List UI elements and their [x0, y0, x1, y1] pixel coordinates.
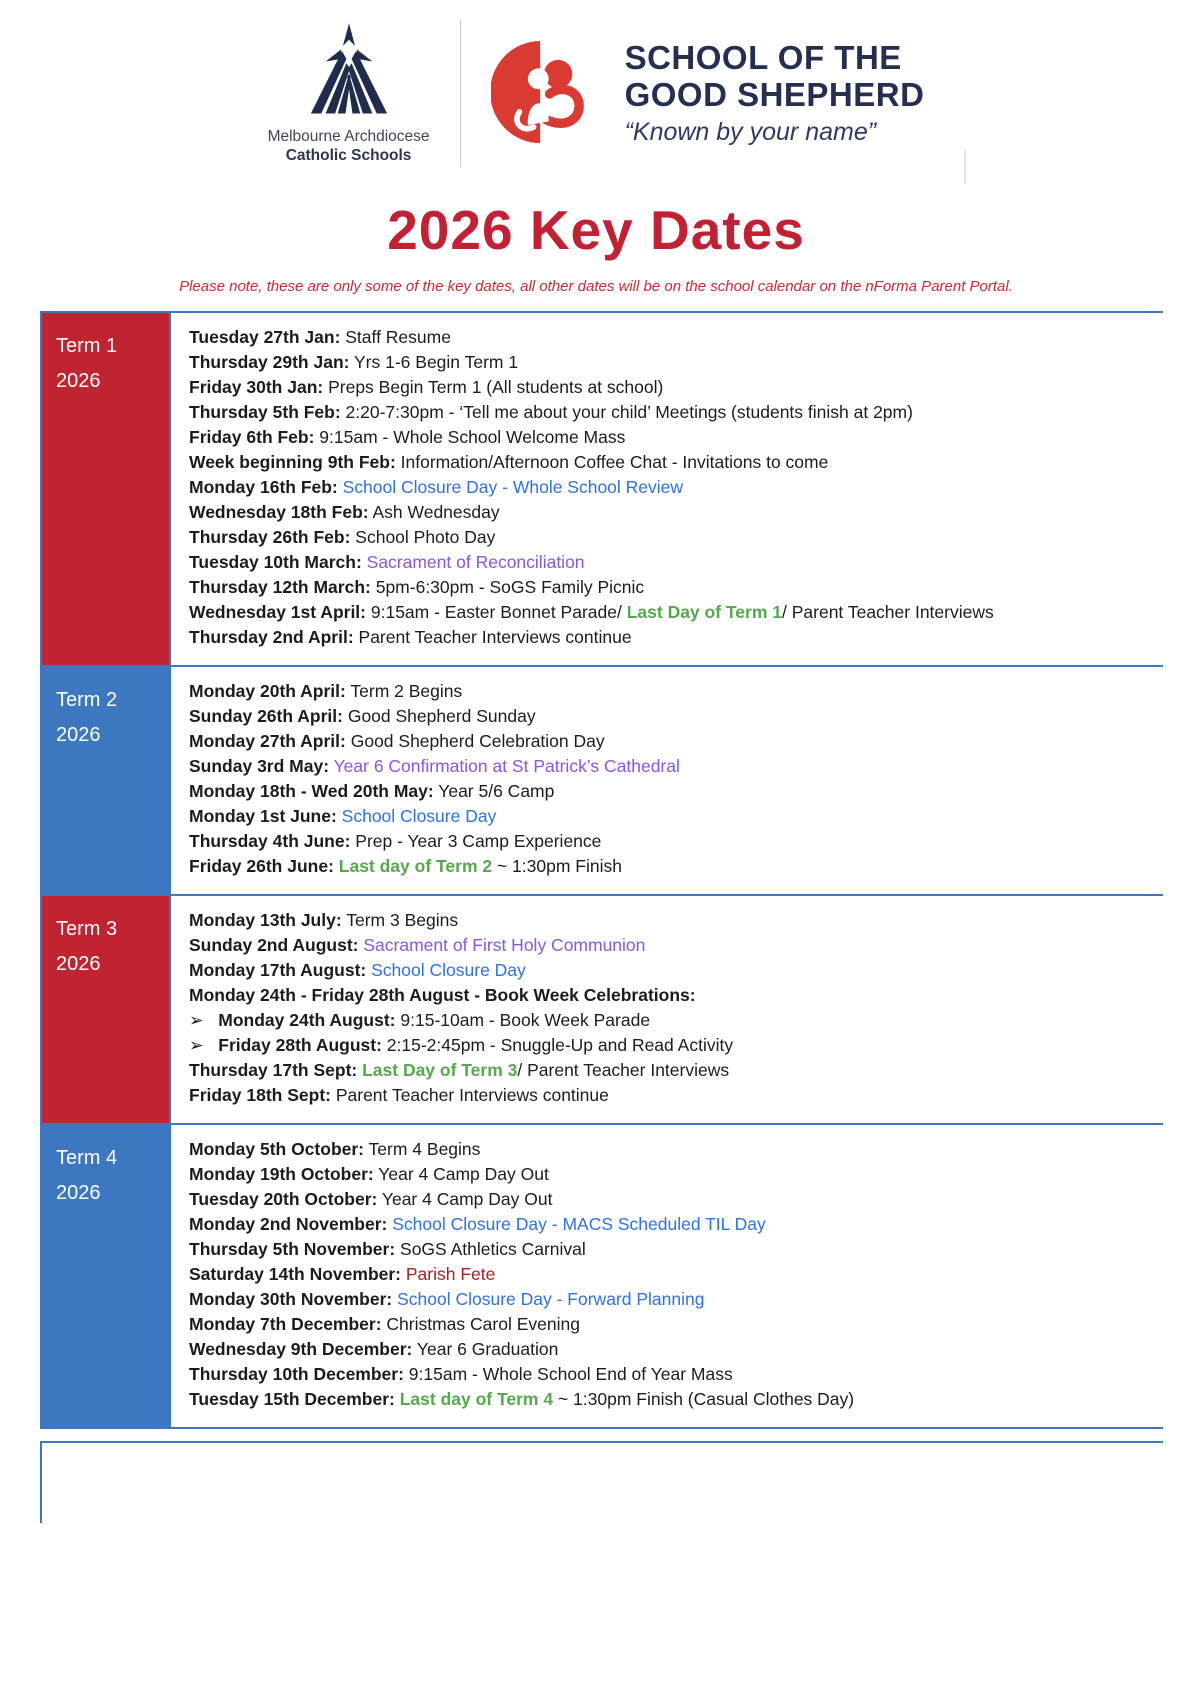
event-line: Monday 30th November: School Closure Day - Forward Planning	[189, 1289, 705, 1309]
event-line: Tuesday 27th Jan: Staff Resume	[189, 327, 451, 347]
event-line: Thursday 5th November: SoGS Athletics Carnival	[189, 1239, 586, 1259]
event-line: Sunday 3rd May: Year 6 Confirmation at St Patrick’s Cathedral	[189, 756, 680, 776]
event-line: Monday 1st June: School Closure Day	[189, 806, 497, 826]
event-line: Wednesday 9th December: Year 6 Graduation	[189, 1339, 559, 1359]
term-label: Term 3	[56, 918, 118, 940]
event-line: Thursday 29th Jan: Yrs 1-6 Begin Term 1	[189, 352, 519, 372]
term-events-cell	[169, 1125, 1163, 1427]
term-row	[42, 1123, 1163, 1427]
term-events-cell	[169, 667, 1163, 894]
event-line: Friday 18th Sept: Parent Teacher Interviews continue	[189, 1085, 609, 1105]
event-line: Week beginning 9th Feb: Information/Afternoon Coffee Chat - Invitations to come	[189, 452, 829, 472]
event-line: Friday 26th June: Last day of Term 2 ~ 1:30pm Finish	[189, 856, 622, 876]
term-year: 2026	[56, 1182, 101, 1204]
event-line: Sunday 2nd August: Sacrament of First Holy Communion	[189, 935, 646, 955]
event-line: Sunday 26th April: Good Shepherd Sunday	[189, 706, 536, 726]
event-line: Monday 27th April: Good Shepherd Celebration Day	[189, 731, 605, 751]
event-line: Monday 5th October: Term 4 Begins	[189, 1139, 481, 1159]
term-header-cell	[42, 896, 169, 1123]
event-line: Tuesday 10th March: Sacrament of Reconciliation	[189, 552, 585, 572]
page-title: 2026 Key Dates	[387, 199, 805, 261]
event-line: Thursday 10th December: 9:15am - Whole School End of Year Mass	[189, 1364, 733, 1384]
event-line: Monday 17th August: School Closure Day	[189, 960, 526, 980]
stray-line-artifact	[964, 150, 966, 184]
event-line: Thursday 5th Feb: 2:20-7:30pm - ‘Tell me about your child’ Meetings (students finish at 2pm)	[189, 402, 913, 422]
logo-divider	[460, 19, 461, 167]
school-name-line2: GOOD SHEPHERD	[624, 76, 925, 113]
good-shepherd-icon	[491, 33, 595, 153]
school-tagline: “Known by your name”	[624, 117, 877, 146]
event-line: Thursday 4th June: Prep - Year 3 Camp Experience	[189, 831, 602, 851]
note-text: Please note, these are only some of the key dates, all other dates will be on the school calendar on the nForma Parent Portal.	[179, 278, 1013, 295]
term-label: Term 4	[56, 1147, 118, 1169]
term-header-cell	[42, 1125, 169, 1427]
next-row-stub	[40, 1441, 1163, 1523]
event-line: Wednesday 18th Feb: Ash Wednesday	[189, 502, 500, 522]
term-year: 2026	[56, 724, 101, 746]
macs-logo	[268, 21, 430, 166]
event-line: ➢ Friday 28th August: 2:15-2:45pm - Snuggle-Up and Read Activity	[189, 1035, 734, 1055]
event-line: ➢ Monday 24th August: 9:15-10am - Book Week Parade	[189, 1010, 651, 1030]
term-row	[42, 665, 1163, 894]
macs-spire-icon	[297, 21, 401, 121]
term-header-cell	[42, 313, 169, 665]
event-line: Thursday 2nd April: Parent Teacher Interviews continue	[189, 627, 632, 647]
event-line: Tuesday 20th October: Year 4 Camp Day Out	[189, 1189, 553, 1209]
school-name-line1: SCHOOL OF THE	[624, 39, 902, 77]
term-header-cell	[42, 667, 169, 894]
key-dates-table	[40, 311, 1163, 1429]
header	[0, 0, 1192, 172]
event-line: Saturday 14th November: Parish Fete	[189, 1264, 496, 1284]
event-line: Friday 6th Feb: 9:15am - Whole School Welcome Mass	[189, 427, 626, 447]
macs-label-line2: Catholic Schools	[285, 147, 412, 164]
macs-label-line1: Melbourne Archdiocese	[267, 127, 430, 145]
event-line: Monday 18th - Wed 20th May: Year 5/6 Camp	[189, 781, 555, 801]
event-line: Monday 7th December: Christmas Carol Evening	[189, 1314, 580, 1334]
event-line: Monday 20th April: Term 2 Begins	[189, 681, 463, 701]
term-events-cell	[169, 896, 1163, 1123]
term-year: 2026	[56, 370, 101, 392]
event-line: Monday 13th July: Term 3 Begins	[189, 910, 459, 930]
event-line: Friday 30th Jan: Preps Begin Term 1 (All students at school)	[189, 377, 664, 397]
event-line: Monday 16th Feb: School Closure Day - Whole School Review	[189, 477, 684, 497]
event-line: Monday 24th - Friday 28th August - Book Week Celebrations:	[189, 985, 696, 1005]
event-line: Thursday 12th March: 5pm-6:30pm - SoGS Family Picnic	[189, 577, 645, 597]
event-line: Monday 19th October: Year 4 Camp Day Out	[189, 1164, 549, 1184]
event-line: Monday 2nd November: School Closure Day - MACS Scheduled TIL Day	[189, 1214, 766, 1234]
term-label: Term 2	[56, 689, 118, 711]
event-line: Thursday 26th Feb: School Photo Day	[189, 527, 496, 547]
term-year: 2026	[56, 953, 101, 975]
term-row	[42, 313, 1163, 665]
event-line: Wednesday 1st April: 9:15am - Easter Bonnet Parade/ Last Day of Term 1/ Parent Teacher Interviews	[189, 602, 994, 622]
term-events-cell	[169, 313, 1163, 665]
school-name-block	[625, 40, 925, 146]
term-row	[42, 894, 1163, 1123]
term-label: Term 1	[56, 335, 118, 357]
event-line: Tuesday 15th December: Last day of Term 4 ~ 1:30pm Finish (Casual Clothes Day)	[189, 1389, 855, 1409]
event-line: Thursday 17th Sept: Last Day of Term 3/ Parent Teacher Interviews	[189, 1060, 730, 1080]
